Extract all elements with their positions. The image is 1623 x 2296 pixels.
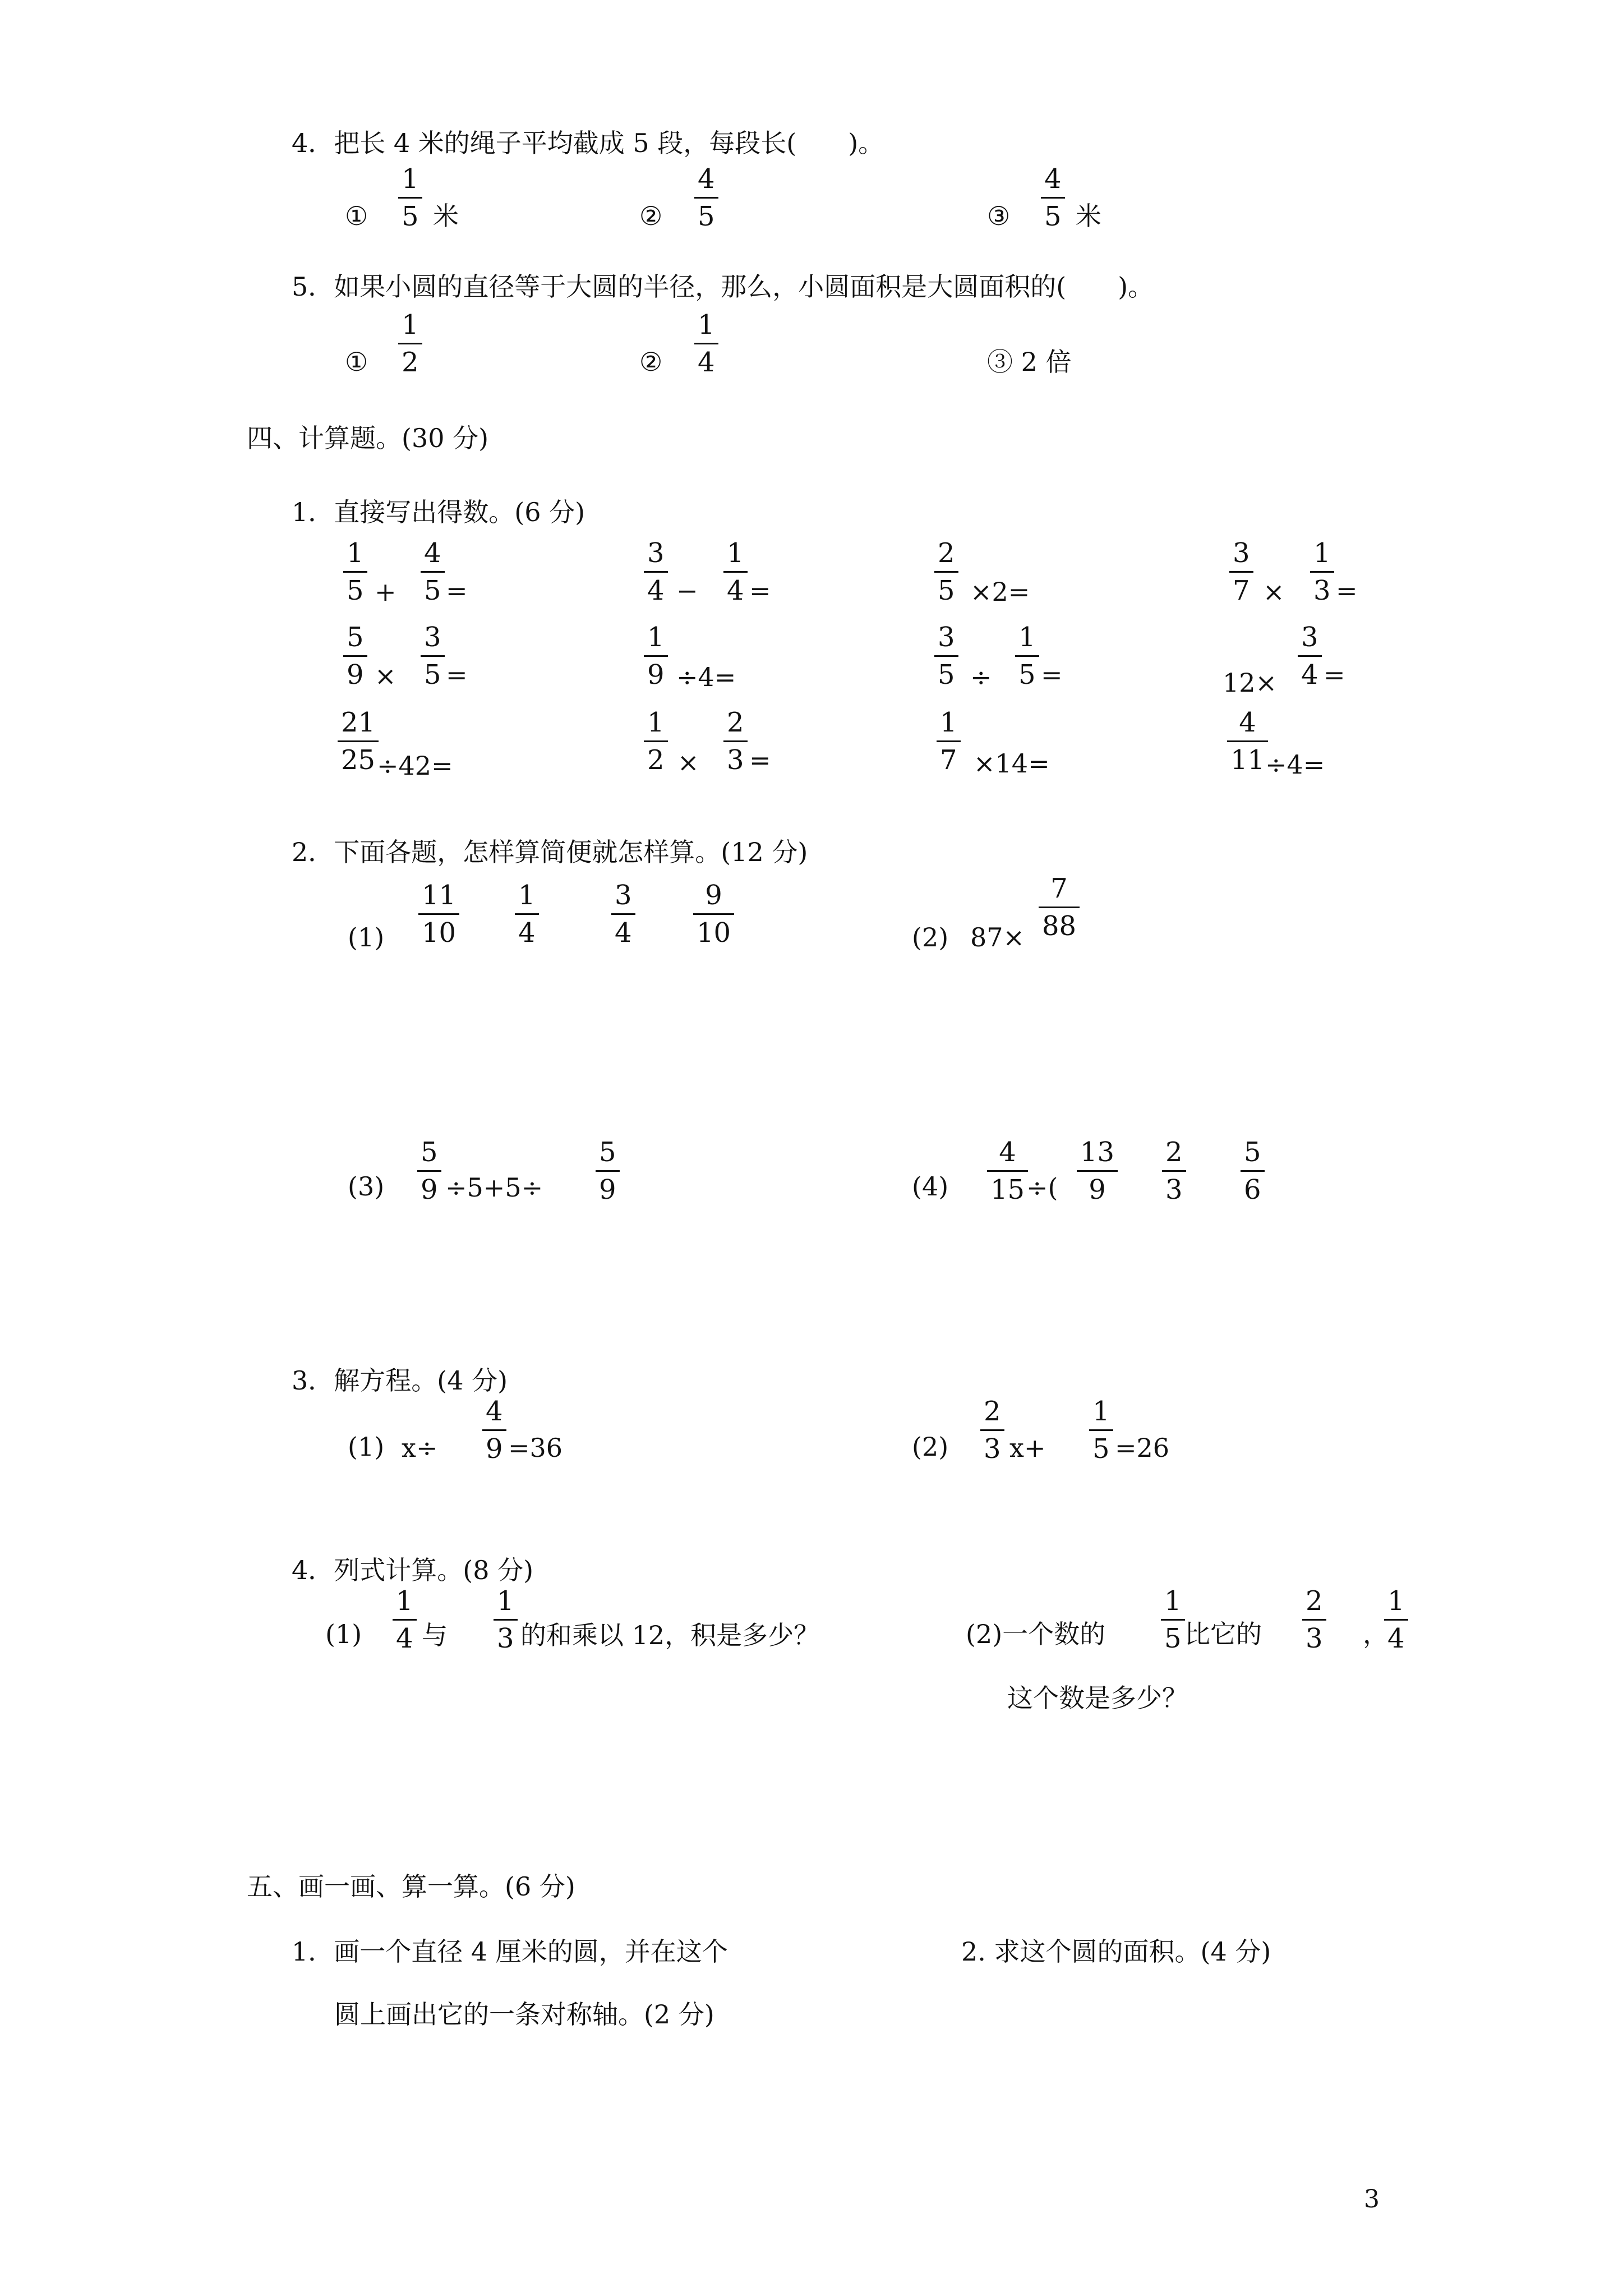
operator: ÷42= — [377, 751, 453, 781]
operator: ×2= — [970, 577, 1030, 607]
fraction: 13 9 — [1077, 1139, 1118, 1203]
question-4-text: 4．把长 4 米的绳子平均截成 5 段，每段长( )。 — [292, 128, 884, 158]
question-5-text: 5．如果小圆的直径等于大圆的半径，那么，小圆面积是大圆面积的( )。 — [292, 272, 1154, 302]
option-3: ③ — [987, 201, 1011, 231]
fraction: 2 3 — [1302, 1588, 1326, 1652]
problem-text: 2. 求这个圆的面积。(4 分) — [961, 1936, 1271, 1967]
fraction: 1 7 — [937, 709, 961, 774]
expression-text: 的和乘以 12，积是多少？ — [520, 1620, 820, 1650]
item-label: (1) — [325, 1619, 362, 1649]
option-1: ① — [345, 201, 368, 231]
fraction: 1 4 — [515, 882, 539, 946]
fraction: 4 5 — [1041, 165, 1065, 230]
option-3: ③ 2 倍 — [987, 347, 1072, 377]
operator: ×14= — [974, 748, 1050, 779]
operator: = — [446, 576, 468, 606]
fraction: 1 9 — [644, 624, 668, 688]
problem-text: 圆上画出它的一条对称轴。(2 分) — [334, 1999, 714, 2030]
page-number: 3 — [1364, 2185, 1380, 2214]
operator: = — [446, 660, 468, 690]
expression-text: 87× — [970, 922, 1025, 953]
problem-title: 1．直接写出得数。(6 分) — [292, 497, 585, 527]
fraction: 3 7 — [1229, 540, 1253, 604]
fraction: 5 9 — [417, 1139, 441, 1203]
operator: × — [1263, 577, 1285, 607]
expression-text: 这个数是多少？ — [1007, 1683, 1188, 1713]
fraction: 4 5 — [421, 540, 445, 604]
item-label: (2)一个数的 — [966, 1619, 1106, 1649]
operator: × — [677, 747, 699, 777]
expression-text: x÷ — [402, 1433, 438, 1463]
problem-title: 3．解方程。(4 分) — [292, 1365, 508, 1396]
item-label: (1) — [348, 922, 385, 953]
fraction: 1 3 — [1310, 540, 1334, 604]
operator: ÷ — [970, 662, 992, 692]
operator: − — [676, 576, 698, 606]
fraction: 9 10 — [693, 882, 734, 946]
fraction: 21 25 — [338, 709, 379, 774]
item-label: (2) — [912, 922, 949, 953]
fraction: 1 4 — [1384, 1588, 1408, 1652]
fraction: 3 5 — [934, 624, 958, 688]
fraction: 7 88 — [1039, 875, 1080, 940]
fraction: 2 3 — [723, 709, 748, 774]
operator: × — [375, 661, 396, 691]
fraction: 4 5 — [694, 165, 718, 230]
operator: + — [375, 577, 396, 607]
problem-title: 4．列式计算。(8 分) — [292, 1555, 534, 1585]
operator: = — [1041, 660, 1063, 690]
fraction: 11 10 — [418, 882, 459, 946]
operator: = — [749, 745, 771, 775]
fraction: 1 4 — [393, 1588, 417, 1652]
fraction: 3 5 — [421, 624, 445, 688]
fraction: 2 5 — [934, 540, 958, 604]
item-label: (1) — [348, 1432, 385, 1462]
fraction: 3 4 — [644, 540, 668, 604]
fraction: 1 5 — [398, 165, 422, 230]
problem-text: 1．画一个直径 4 厘米的圆，并在这个 — [292, 1936, 728, 1967]
fraction: 3 4 — [611, 882, 635, 946]
fraction: 1 2 — [398, 311, 422, 376]
fraction: 1 4 — [723, 540, 748, 604]
fraction: 1 5 — [343, 540, 367, 604]
expression-text: 与 — [422, 1620, 448, 1650]
fraction: 4 15 — [987, 1139, 1028, 1203]
operator: = — [1336, 576, 1358, 606]
fraction: 5 6 — [1241, 1139, 1265, 1203]
fraction: 2 3 — [980, 1398, 1004, 1462]
expression-text: =26 — [1115, 1433, 1170, 1463]
fraction: 1 5 — [1161, 1588, 1185, 1652]
problem-title: 2．下面各题，怎样算简便就怎样算。(12 分) — [292, 837, 808, 867]
section-title: 五、画一画、算一算。(6 分) — [247, 1871, 575, 1902]
operator: 12× — [1223, 668, 1278, 698]
section-title: 四、计算题。(30 分) — [247, 423, 489, 453]
operator: ÷4= — [1265, 749, 1325, 780]
fraction: 1 2 — [644, 709, 668, 774]
option-1: ① — [345, 347, 368, 377]
expression-text: x+ — [1009, 1433, 1046, 1463]
expression-text: ÷( — [1026, 1172, 1058, 1203]
fraction: 1 5 — [1089, 1398, 1113, 1462]
fraction: 5 9 — [596, 1139, 620, 1203]
item-label: (3) — [348, 1171, 385, 1202]
expression-text: 比它的 — [1184, 1619, 1262, 1649]
unit-label: 米 — [433, 201, 459, 231]
fraction: 3 4 — [1298, 624, 1322, 688]
fraction: 1 4 — [694, 311, 718, 376]
fraction: 1 5 — [1015, 624, 1039, 688]
expression-text: ÷5+5÷ — [445, 1172, 543, 1203]
unit-label: 米 — [1076, 201, 1101, 231]
fraction: 4 9 — [482, 1398, 506, 1462]
fraction: 2 3 — [1162, 1139, 1186, 1203]
operator: = — [749, 576, 771, 606]
item-label: (2) — [912, 1432, 949, 1462]
fraction: 5 9 — [343, 624, 367, 688]
option-2: ② — [639, 347, 663, 377]
item-label: (4) — [912, 1171, 949, 1202]
fraction: 1 3 — [494, 1588, 518, 1652]
fraction: 4 11 — [1227, 709, 1268, 774]
expression-text: ， — [1363, 1619, 1389, 1649]
operator: ÷4= — [676, 662, 736, 692]
operator: = — [1324, 660, 1345, 690]
expression-text: =36 — [508, 1433, 563, 1463]
option-2: ② — [639, 201, 663, 231]
